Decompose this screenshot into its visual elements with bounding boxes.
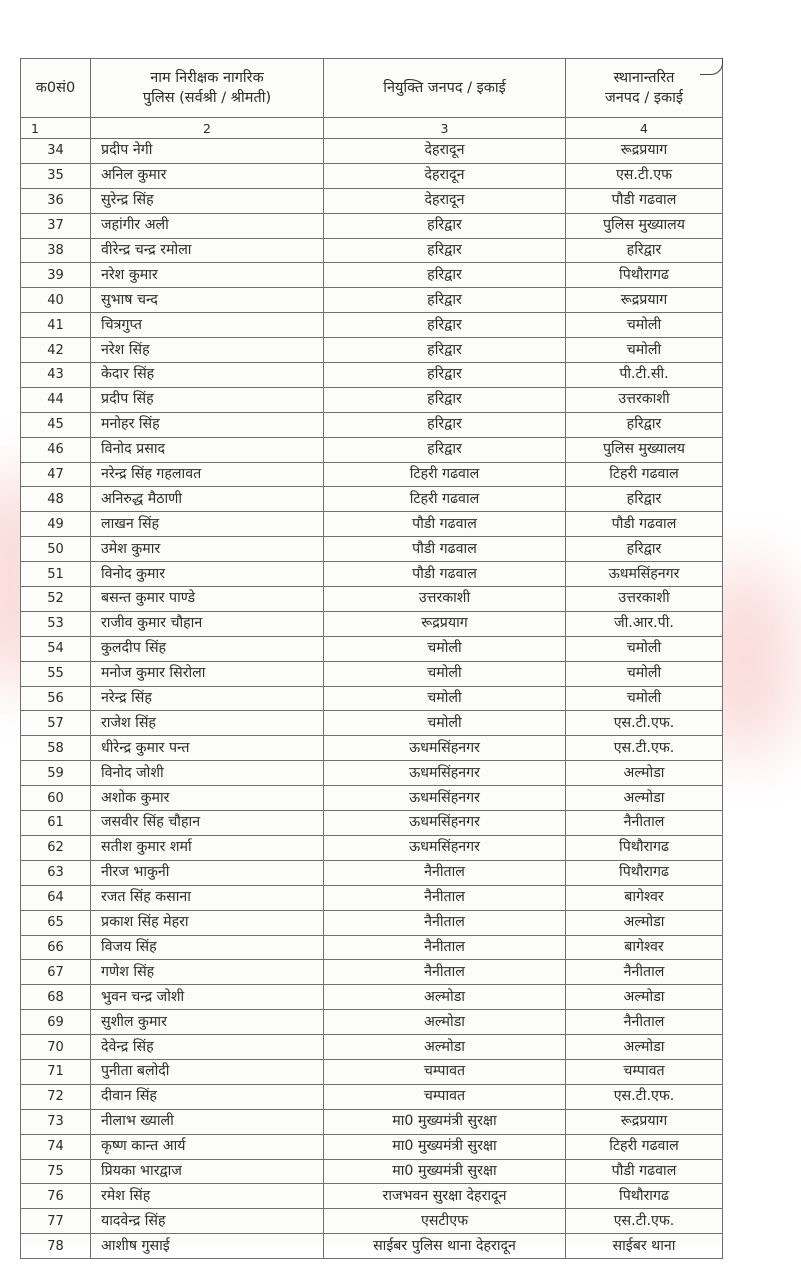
table-row	[21, 711, 723, 736]
table-row	[21, 363, 723, 388]
table-row	[21, 811, 723, 836]
transferred-district-cell: पौडी गढवाल	[566, 512, 723, 537]
serial-number-cell: 42	[21, 338, 91, 363]
transferred-district-cell: रूद्रप्रयाग	[566, 139, 723, 164]
serial-number-cell: 61	[21, 811, 91, 836]
inspector-name-cell: नरेन्द्र सिंह गहलावत	[91, 462, 324, 487]
inspector-name-cell: पुनीता बलोदी	[91, 1059, 324, 1084]
inspector-name-cell: सतीश कुमार शर्मा	[91, 835, 324, 860]
table-body	[21, 139, 723, 1259]
transferred-district-cell: अल्मोडा	[566, 761, 723, 786]
transferred-district-cell: पी.टी.सी.	[566, 363, 723, 388]
serial-number-cell: 59	[21, 761, 91, 786]
transferred-district-cell: नैनीताल	[566, 960, 723, 985]
table-row	[21, 238, 723, 263]
serial-number-cell: 39	[21, 263, 91, 288]
transferred-district-cell: चमोली	[566, 686, 723, 711]
table-row	[21, 885, 723, 910]
table-row	[21, 686, 723, 711]
serial-number-cell: 40	[21, 288, 91, 313]
posted-district-cell: चम्पावत	[324, 1059, 566, 1084]
posted-district-cell: हरिद्वार	[324, 363, 566, 388]
column-number-2: 2	[91, 118, 324, 139]
posted-district-cell: मा0 मुख्यमंत्री सुरक्षा	[324, 1109, 566, 1134]
posted-district-cell: ऊधमसिंहनगर	[324, 761, 566, 786]
posted-district-cell: ऊधमसिंहनगर	[324, 835, 566, 860]
column-number-1: 1	[21, 118, 91, 139]
header-name-line2: पुलिस (सर्वश्री / श्रीमती)	[142, 90, 272, 106]
inspector-name-cell: कृष्ण कान्त आर्य	[91, 1134, 324, 1159]
posted-district-cell: हरिद्वार	[324, 338, 566, 363]
posted-district-cell: हरिद्वार	[324, 313, 566, 338]
posted-district-cell: टिहरी गढवाल	[324, 462, 566, 487]
transferred-district-cell: एस.टी.एफ	[566, 163, 723, 188]
table-row	[21, 860, 723, 885]
serial-number-cell: 57	[21, 711, 91, 736]
table-row	[21, 661, 723, 686]
table-row	[21, 1109, 723, 1134]
transferred-district-cell: पिथौरागढ	[566, 860, 723, 885]
table-row	[21, 562, 723, 587]
serial-number-cell: 48	[21, 487, 91, 512]
transferred-district-cell: एस.टी.एफ.	[566, 1084, 723, 1109]
table-row	[21, 263, 723, 288]
posted-district-cell: हरिद्वार	[324, 412, 566, 437]
table-row	[21, 537, 723, 562]
posted-district-cell: देहरादून	[324, 139, 566, 164]
inspector-name-cell: दीवान सिंह	[91, 1084, 324, 1109]
transferred-district-cell: रूद्रप्रयाग	[566, 288, 723, 313]
serial-number-cell: 75	[21, 1159, 91, 1184]
inspector-name-cell: प्रियका भारद्वाज	[91, 1159, 324, 1184]
transferred-district-cell: चमोली	[566, 338, 723, 363]
inspector-name-cell: मनोहर सिंह	[91, 412, 324, 437]
serial-number-cell: 62	[21, 835, 91, 860]
transferred-district-cell: नैनीताल	[566, 811, 723, 836]
table-row	[21, 935, 723, 960]
inspector-name-cell: धीरेन्द्र कुमार पन्त	[91, 736, 324, 761]
table-row	[21, 1059, 723, 1084]
inspector-name-cell: लाखन सिंह	[91, 512, 324, 537]
inspector-name-cell: मनोज कुमार सिरोला	[91, 661, 324, 686]
posted-district-cell: पौडी गढवाल	[324, 512, 566, 537]
serial-number-cell: 60	[21, 786, 91, 811]
inspector-name-cell: देवेन्द्र सिंह	[91, 1035, 324, 1060]
transferred-district-cell: साईबर थाना	[566, 1234, 723, 1259]
inspector-name-cell: कुलदीप सिंह	[91, 636, 324, 661]
serial-number-cell: 55	[21, 661, 91, 686]
serial-number-cell: 53	[21, 611, 91, 636]
table-row	[21, 985, 723, 1010]
serial-number-cell: 71	[21, 1059, 91, 1084]
transferred-district-cell: उत्तरकाशी	[566, 387, 723, 412]
inspector-name-cell: रमेश सिंह	[91, 1184, 324, 1209]
transferred-district-cell: हरिद्वार	[566, 412, 723, 437]
transferred-district-cell: एस.टी.एफ.	[566, 1209, 723, 1234]
transferred-district-cell: एस.टी.एफ.	[566, 736, 723, 761]
inspector-name-cell: प्रदीप नेगी	[91, 139, 324, 164]
inspector-name-cell: नीलाभ ख्याली	[91, 1109, 324, 1134]
table-row	[21, 761, 723, 786]
transferred-district-cell: बागेश्वर	[566, 885, 723, 910]
inspector-name-cell: नीरज भाकुनी	[91, 860, 324, 885]
transferred-district-cell: पुलिस मुख्यालय	[566, 213, 723, 238]
header-transferred-district	[566, 59, 723, 118]
inspector-name-cell: चित्रगुप्त	[91, 313, 324, 338]
serial-number-cell: 77	[21, 1209, 91, 1234]
posted-district-cell: चमोली	[324, 636, 566, 661]
column-number-3: 3	[324, 118, 566, 139]
serial-number-cell: 67	[21, 960, 91, 985]
inspector-name-cell: सुरेन्द्र सिंह	[91, 188, 324, 213]
posted-district-cell: साईबर पुलिस थाना देहरादून	[324, 1234, 566, 1259]
transferred-district-cell: अल्मोडा	[566, 985, 723, 1010]
table-row	[21, 188, 723, 213]
posted-district-cell: देहरादून	[324, 188, 566, 213]
table-row	[21, 736, 723, 761]
inspector-name-cell: जहांगीर अली	[91, 213, 324, 238]
transferred-district-cell: अल्मोडा	[566, 1035, 723, 1060]
inspector-name-cell: राजेश सिंह	[91, 711, 324, 736]
transferred-district-cell: रूद्रप्रयाग	[566, 1109, 723, 1134]
serial-number-cell: 68	[21, 985, 91, 1010]
serial-number-cell: 41	[21, 313, 91, 338]
posted-district-cell: मा0 मुख्यमंत्री सुरक्षा	[324, 1134, 566, 1159]
table-row	[21, 611, 723, 636]
serial-number-cell: 69	[21, 1010, 91, 1035]
inspector-name-cell: विनोद जोशी	[91, 761, 324, 786]
inspector-name-cell: प्रकाश सिंह मेहरा	[91, 910, 324, 935]
table-row	[21, 213, 723, 238]
inspector-name-cell: वीरेन्द्र चन्द्र रमोला	[91, 238, 324, 263]
transferred-district-cell: पिथौरागढ	[566, 1184, 723, 1209]
inspector-name-cell: आशीष गुसाई	[91, 1234, 324, 1259]
table-row	[21, 1010, 723, 1035]
posted-district-cell: चमोली	[324, 686, 566, 711]
table-row	[21, 1159, 723, 1184]
inspector-name-cell: उमेश कुमार	[91, 537, 324, 562]
table-row	[21, 387, 723, 412]
table-row	[21, 462, 723, 487]
inspector-name-cell: गणेश सिंह	[91, 960, 324, 985]
table-row	[21, 338, 723, 363]
serial-number-cell: 58	[21, 736, 91, 761]
table-row	[21, 835, 723, 860]
serial-number-cell: 52	[21, 587, 91, 612]
transferred-district-cell: पुलिस मुख्यालय	[566, 437, 723, 462]
serial-number-cell: 73	[21, 1109, 91, 1134]
transferred-district-cell: अल्मोडा	[566, 786, 723, 811]
serial-number-cell: 44	[21, 387, 91, 412]
posted-district-cell: पौडी गढवाल	[324, 537, 566, 562]
serial-number-cell: 76	[21, 1184, 91, 1209]
inspector-name-cell: जसवीर सिंह चौहान	[91, 811, 324, 836]
posted-district-cell: हरिद्वार	[324, 238, 566, 263]
posted-district-cell: अल्मोडा	[324, 985, 566, 1010]
table-row	[21, 636, 723, 661]
table-row	[21, 1209, 723, 1234]
serial-number-cell: 36	[21, 188, 91, 213]
serial-number-cell: 65	[21, 910, 91, 935]
table-row	[21, 1184, 723, 1209]
posted-district-cell: नैनीताल	[324, 885, 566, 910]
inspector-name-cell: अशोक कुमार	[91, 786, 324, 811]
inspector-name-cell: विजय सिंह	[91, 935, 324, 960]
transferred-district-cell: चमोली	[566, 661, 723, 686]
table-row	[21, 512, 723, 537]
table-row	[21, 487, 723, 512]
posted-district-cell: मा0 मुख्यमंत्री सुरक्षा	[324, 1159, 566, 1184]
posted-district-cell: हरिद्वार	[324, 213, 566, 238]
inspector-name-cell: प्रदीप सिंह	[91, 387, 324, 412]
transferred-district-cell: हरिद्वार	[566, 537, 723, 562]
serial-number-cell: 51	[21, 562, 91, 587]
table-row	[21, 412, 723, 437]
table-row	[21, 437, 723, 462]
inspector-name-cell: अनिल कुमार	[91, 163, 324, 188]
transferred-district-cell: पिथौरागढ	[566, 835, 723, 860]
inspector-name-cell: नरेश सिंह	[91, 338, 324, 363]
posted-district-cell: रूद्रप्रयाग	[324, 611, 566, 636]
posted-district-cell: टिहरी गढवाल	[324, 487, 566, 512]
transferred-district-cell: पिथौरागढ	[566, 263, 723, 288]
serial-number-cell: 78	[21, 1234, 91, 1259]
posted-district-cell: हरिद्वार	[324, 263, 566, 288]
serial-number-cell: 72	[21, 1084, 91, 1109]
table-header-row	[21, 59, 723, 118]
inspector-name-cell: भुवन चन्द्र जोशी	[91, 985, 324, 1010]
inspector-name-cell: सुशील कुमार	[91, 1010, 324, 1035]
table-row	[21, 960, 723, 985]
table-row	[21, 1035, 723, 1060]
serial-number-cell: 37	[21, 213, 91, 238]
transfer-table	[20, 58, 723, 1259]
transferred-district-cell: हरिद्वार	[566, 238, 723, 263]
table-row	[21, 786, 723, 811]
serial-number-cell: 63	[21, 860, 91, 885]
posted-district-cell: नैनीताल	[324, 910, 566, 935]
header-transferred-line2: जनपद / इकाई	[605, 90, 683, 106]
posted-district-cell: नैनीताल	[324, 960, 566, 985]
transferred-district-cell: चमोली	[566, 313, 723, 338]
table-row	[21, 1234, 723, 1259]
posted-district-cell: हरिद्वार	[324, 387, 566, 412]
serial-number-cell: 35	[21, 163, 91, 188]
transferred-district-cell: हरिद्वार	[566, 487, 723, 512]
inspector-name-cell: रजत सिंह कसाना	[91, 885, 324, 910]
transferred-district-cell: पौडी गढवाल	[566, 1159, 723, 1184]
posted-district-cell: उत्तरकाशी	[324, 587, 566, 612]
posted-district-cell: अल्मोडा	[324, 1035, 566, 1060]
serial-number-cell: 74	[21, 1134, 91, 1159]
transferred-district-cell: एस.टी.एफ.	[566, 711, 723, 736]
posted-district-cell: नैनीताल	[324, 860, 566, 885]
transferred-district-cell: ऊधमसिंहनगर	[566, 562, 723, 587]
inspector-name-cell: यादवेन्द्र सिंह	[91, 1209, 324, 1234]
inspector-name-cell: नरेन्द्र सिंह	[91, 686, 324, 711]
header-inspector-name	[91, 59, 324, 118]
transferred-district-cell: उत्तरकाशी	[566, 587, 723, 612]
inspector-name-cell: सुभाष चन्द	[91, 288, 324, 313]
serial-number-cell: 56	[21, 686, 91, 711]
serial-number-cell: 70	[21, 1035, 91, 1060]
posted-district-cell: राजभवन सुरक्षा देहरादून	[324, 1184, 566, 1209]
posted-district-cell: ऊधमसिंहनगर	[324, 786, 566, 811]
header-transferred-line1: स्थानान्तरित	[613, 70, 675, 86]
posted-district-cell: हरिद्वार	[324, 288, 566, 313]
header-name-line1: नाम निरीक्षक नागरिक	[150, 70, 264, 86]
serial-number-cell: 34	[21, 139, 91, 164]
transferred-district-cell: अल्मोडा	[566, 910, 723, 935]
inspector-name-cell: नरेश कुमार	[91, 263, 324, 288]
inspector-name-cell: राजीव कुमार चौहान	[91, 611, 324, 636]
serial-number-cell: 64	[21, 885, 91, 910]
table-row	[21, 288, 723, 313]
serial-number-cell: 50	[21, 537, 91, 562]
posted-district-cell: चमोली	[324, 661, 566, 686]
posted-district-cell: देहरादून	[324, 163, 566, 188]
inspector-name-cell: केदार सिंह	[91, 363, 324, 388]
transferred-district-cell: बागेश्वर	[566, 935, 723, 960]
posted-district-cell: चम्पावत	[324, 1084, 566, 1109]
transferred-district-cell: टिहरी गढवाल	[566, 1134, 723, 1159]
posted-district-cell: हरिद्वार	[324, 437, 566, 462]
posted-district-cell: पौडी गढवाल	[324, 562, 566, 587]
serial-number-cell: 54	[21, 636, 91, 661]
header-serial-number: क0सं0	[21, 59, 91, 118]
transferred-district-cell: चमोली	[566, 636, 723, 661]
table-row	[21, 910, 723, 935]
serial-number-cell: 47	[21, 462, 91, 487]
table-row	[21, 163, 723, 188]
inspector-name-cell: विनोद कुमार	[91, 562, 324, 587]
header-posted-district: नियुक्ति जनपद / इकाई	[324, 59, 566, 118]
serial-number-cell: 66	[21, 935, 91, 960]
inspector-name-cell: बसन्त कुमार पाण्डे	[91, 587, 324, 612]
table-row	[21, 139, 723, 164]
table-row	[21, 1084, 723, 1109]
inspector-name-cell: अनिरुद्ध मैठाणी	[91, 487, 324, 512]
transferred-district-cell: जी.आर.पी.	[566, 611, 723, 636]
transferred-district-cell: चम्पावत	[566, 1059, 723, 1084]
posted-district-cell: अल्मोडा	[324, 1010, 566, 1035]
posted-district-cell: ऊधमसिंहनगर	[324, 811, 566, 836]
table-row	[21, 1134, 723, 1159]
table-row	[21, 313, 723, 338]
column-number-4: 4	[566, 118, 723, 139]
serial-number-cell: 38	[21, 238, 91, 263]
serial-number-cell: 49	[21, 512, 91, 537]
column-number-row	[21, 118, 723, 139]
posted-district-cell: ऊधमसिंहनगर	[324, 736, 566, 761]
posted-district-cell: चमोली	[324, 711, 566, 736]
serial-number-cell: 46	[21, 437, 91, 462]
table-row	[21, 587, 723, 612]
inspector-name-cell: विनोद प्रसाद	[91, 437, 324, 462]
serial-number-cell: 45	[21, 412, 91, 437]
transferred-district-cell: नैनीताल	[566, 1010, 723, 1035]
transferred-district-cell: टिहरी गढवाल	[566, 462, 723, 487]
transferred-district-cell: पौडी गढवाल	[566, 188, 723, 213]
posted-district-cell: नैनीताल	[324, 935, 566, 960]
serial-number-cell: 43	[21, 363, 91, 388]
posted-district-cell: एसटीएफ	[324, 1209, 566, 1234]
